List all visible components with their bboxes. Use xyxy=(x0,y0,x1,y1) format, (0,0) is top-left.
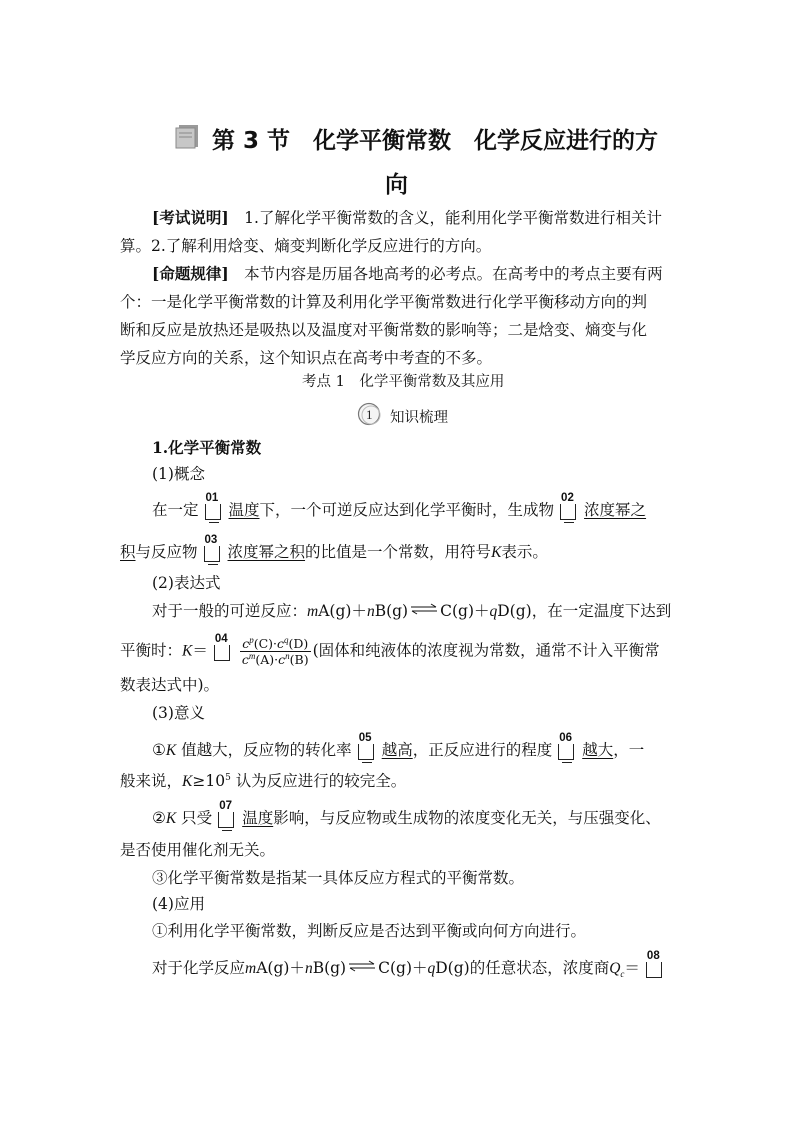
expression-line1: 对于一般的可逆反应：mA(g)＋nB(g) C(g)＋qD(g)，在一定温度下达到 xyxy=(152,602,672,620)
blank-box-07: 07 xyxy=(216,806,238,828)
application-line2: 对于化学反应mA(g)＋nB(g) C(g)＋qD(g)的任意状态，浓度商$Q_c=$ 08 xyxy=(152,956,670,979)
answer-07: 温度 xyxy=(242,809,274,827)
kaodian-heading: 考点 1 化学平衡常数及其应用 xyxy=(302,374,505,390)
blank-box-04: 04 xyxy=(212,639,234,661)
circle-number-icon xyxy=(357,402,381,426)
answer-06: 越大 xyxy=(582,741,614,759)
answer-01: 温度 xyxy=(228,501,260,519)
meaning-line1: ①K 值越大，反应物的转化率 05 越高，正反应进行的程度 06 越大，一 xyxy=(152,738,644,761)
blank-box-03: 03 xyxy=(202,540,224,562)
meaning-line4: 是否使用催化剂无关。 xyxy=(120,841,276,859)
circle-number: 1 xyxy=(366,407,373,422)
exam-note-line1 xyxy=(152,208,662,228)
concept-line2: 积与反应物 03 浓度幂之积的比值是一个常数，用符号K表示。 xyxy=(120,540,548,563)
answer-02: 浓度幂之 xyxy=(584,501,647,519)
k-expression-fraction: $\frac{c^p(C)\cdot c^q(D)}{c^m(A)\cdot c^n(B)}$ xyxy=(241,634,309,667)
concept-line1: 在一定 01 温度下，一个可逆反应达到化学平衡时，生成物 02 浓度幂之 xyxy=(152,498,646,520)
heading-concept: (1)概念 xyxy=(152,465,205,483)
blank-box-06: 06 xyxy=(556,738,578,760)
blank-box-01: 01 xyxy=(203,498,225,520)
exam-note-tag: [考试说明] xyxy=(152,208,229,227)
reversible-arrow-icon xyxy=(409,603,439,615)
reversible-arrow-icon xyxy=(347,960,377,972)
application-line1: ①利用化学平衡常数，判断反应是否达到平衡或向何方向进行。 xyxy=(152,922,587,940)
blank-box-02: 02 xyxy=(558,498,580,520)
answer-05: 越高 xyxy=(381,741,413,759)
blank-box-05: 05 xyxy=(356,738,378,760)
heading-application: (4)应用 xyxy=(152,895,205,913)
heading-meaning: (3)意义 xyxy=(152,704,205,722)
answer-03: 浓度幂之积 xyxy=(227,543,306,561)
rule-text: 本节内容是历届各地高考的必考点。在高考中的考点主要有两 xyxy=(228,265,663,283)
exam-note-line2: 算。2.了解利用焓变、熵变判断化学反应进行的方向。 xyxy=(120,237,492,255)
rule-line3: 断和反应是放热还是吸热以及温度对平衡常数的影响等；二是焓变、熵变与化 xyxy=(120,321,648,339)
exam-note-text: 1.了解化学平衡常数的含义，能利用化学平衡常数进行相关计 xyxy=(228,209,662,227)
rule-tag: [命题规律] xyxy=(152,264,229,283)
meaning-line5: ③化学平衡常数是指某一具体反应方程式的平衡常数。 xyxy=(152,869,525,887)
rule-line4: 学反应方向的关系，这个知识点在高考中考查的不多。 xyxy=(120,349,493,367)
blank-box-08: 08 xyxy=(644,956,666,978)
page-title: 第 3 节 化学平衡常数 化学反应进行的方 xyxy=(212,128,659,154)
meaning-line2: 般来说，$K\ge 10^5$ 认为反应进行的较完全。 xyxy=(120,772,407,790)
page-title-cont: 向 xyxy=(385,172,408,198)
heading-expression: (2)表达式 xyxy=(152,574,221,592)
expression-line3: 数表达式中)。 xyxy=(120,676,220,694)
rule-line1 xyxy=(152,264,663,284)
rule-line2: 个：一是化学平衡常数的计算及利用化学平衡常数进行化学平衡移动方向的判 xyxy=(120,293,648,311)
knowledge-heading: 知识梳理 xyxy=(390,410,448,426)
book-icon xyxy=(174,121,200,149)
expression-line2: 平衡时：K＝ 04 $\frac{c^p(C)\cdot c^q(D)}{c^m(A)\cdot c^n(B)}$ (固体和纯液体的浓度视为常数，通常不计入平衡常 xyxy=(120,632,660,667)
meaning-line3: ②K 只受 07 温度影响，与反应物或生成物的浓度变化无关，与压强变化、 xyxy=(152,806,661,829)
heading-equilibrium-constant: 1.化学平衡常数 xyxy=(152,438,262,457)
